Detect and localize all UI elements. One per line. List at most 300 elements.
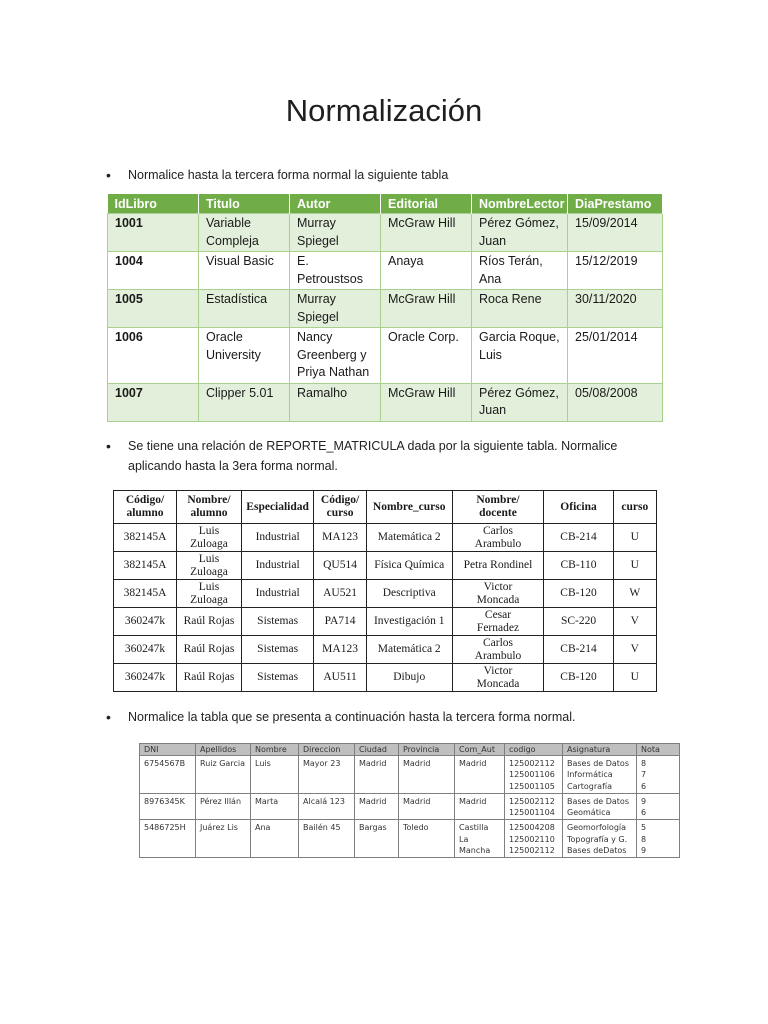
table3-header-0 <box>140 744 196 756</box>
table-cell <box>472 290 568 328</box>
table-cell <box>544 636 613 664</box>
cell-line: V <box>630 643 639 656</box>
cell-line: University <box>206 347 261 362</box>
table-cell <box>199 383 290 421</box>
cell-line: Investigación 1 <box>373 615 445 628</box>
table-cell <box>290 290 381 328</box>
instruction-3 <box>106 707 576 727</box>
cell-line: Luis <box>255 759 271 768</box>
page-title: Normalización <box>285 93 483 128</box>
table-cell <box>452 580 544 608</box>
cell-line: Arambulo <box>474 537 522 550</box>
table-cell <box>196 756 251 794</box>
cell-line: 8976345K <box>144 796 185 806</box>
cell-line: Moncada <box>476 677 520 690</box>
table2-header-1 <box>176 491 241 524</box>
table-cell <box>176 524 241 552</box>
cell-line: Sistemas <box>257 615 299 628</box>
cell-line: Castilla <box>459 823 489 833</box>
table-row <box>108 383 663 421</box>
header-line: Nombre/ <box>187 494 231 506</box>
cell-line: 125002112 <box>509 759 555 768</box>
cell-line: Madrid <box>459 759 487 768</box>
header-line: docente <box>479 507 517 519</box>
table-cell <box>381 214 472 252</box>
cell-line: CB-110 <box>560 559 597 572</box>
table-cell <box>399 793 455 820</box>
table-cell <box>452 524 544 552</box>
cell-line: Juárez Lis <box>200 823 238 833</box>
table-cell <box>314 552 367 580</box>
table-cell <box>242 664 314 692</box>
cell-line: U <box>630 671 639 684</box>
cell-line: Estadística <box>206 292 268 306</box>
cell-line: McGraw Hill <box>388 292 456 306</box>
table-cell <box>452 664 544 692</box>
table-row <box>140 793 680 820</box>
table-cell <box>108 328 199 384</box>
cell-line: Carlos <box>482 637 514 649</box>
table1-header-4 <box>472 194 568 214</box>
cell-line: MA123 <box>322 643 358 656</box>
table-alumnos-notas <box>139 743 680 858</box>
cell-line: Dibujo <box>393 671 426 684</box>
cell-line: 382145A <box>123 531 167 544</box>
table-cell <box>114 664 177 692</box>
cell-line: Industrial <box>255 587 300 600</box>
header-line: Provincia <box>403 745 440 754</box>
table2-header-4 <box>366 491 452 524</box>
header-line: codigo <box>509 745 536 754</box>
cell-line: Zuloaga <box>190 565 228 578</box>
table-cell <box>563 820 637 858</box>
table2-header-2 <box>242 491 314 524</box>
cell-line: CB-214 <box>560 643 597 656</box>
table-cell <box>472 214 568 252</box>
table-row <box>108 214 663 252</box>
cell-line: 5486725H <box>144 823 186 833</box>
cell-line: 1007 <box>115 385 143 400</box>
table-cell <box>140 756 196 794</box>
table-row <box>114 552 657 580</box>
table-cell <box>242 580 314 608</box>
table-cell <box>199 214 290 252</box>
table-cell <box>399 756 455 794</box>
table-cell <box>366 552 452 580</box>
cell-line: Roca Rene <box>479 292 542 306</box>
cell-line: 8 <box>641 759 647 768</box>
cell-line: Priya Nathan <box>297 365 370 379</box>
table-cell <box>242 552 314 580</box>
table3-header-8 <box>563 744 637 756</box>
table-cell <box>108 290 199 328</box>
cell-line: 125001105 <box>509 781 555 791</box>
cell-line: CB-214 <box>560 531 597 544</box>
cell-line: Ana <box>255 823 271 833</box>
cell-line: 125001106 <box>509 770 555 780</box>
cell-line: 360247k <box>124 643 166 656</box>
cell-line: Pérez Gómez, <box>479 385 559 400</box>
cell-line: McGraw Hill <box>388 385 456 400</box>
table-libros <box>107 194 663 422</box>
cell-line: Física Química <box>374 559 445 572</box>
table-cell <box>366 664 452 692</box>
table-cell <box>290 328 381 384</box>
cell-line: Matemática 2 <box>377 531 441 544</box>
table-cell <box>544 524 613 552</box>
table2-header-7 <box>613 491 656 524</box>
cell-line: CB-120 <box>560 671 597 684</box>
cell-line: 5 <box>641 823 647 833</box>
cell-line: Oracle Corp. <box>388 330 459 344</box>
table-cell <box>176 552 241 580</box>
header-line: Titulo <box>206 196 240 211</box>
table-cell <box>452 608 544 636</box>
cell-line: Bailén 45 <box>303 823 341 833</box>
table-cell <box>114 524 177 552</box>
cell-line: Ana <box>479 271 502 286</box>
cell-line: La <box>459 834 469 844</box>
cell-line: AU511 <box>323 671 357 684</box>
table1-header-3 <box>381 194 472 214</box>
table-cell <box>544 552 613 580</box>
bullet-dot: • <box>106 438 111 454</box>
table3-header-6 <box>455 744 505 756</box>
table-cell <box>366 580 452 608</box>
cell-line: Juan <box>479 233 507 248</box>
table-cell <box>140 793 196 820</box>
cell-line: Toledo <box>403 823 429 833</box>
cell-line: 6 <box>641 781 647 791</box>
table-cell <box>299 793 355 820</box>
cell-line: Clipper 5.01 <box>206 385 274 400</box>
instruction-2-line-2: aplicando hasta la 3era forma normal. <box>128 459 338 473</box>
table-cell <box>199 252 290 290</box>
cell-line: 8 <box>641 834 647 844</box>
header-line: alumno <box>190 507 228 519</box>
table-reporte-matricula <box>113 490 657 692</box>
table-cell <box>563 756 637 794</box>
table-row <box>114 608 657 636</box>
cell-line: Murray <box>297 292 336 306</box>
cell-line: 125002112 <box>509 846 555 856</box>
header-line: Direccion <box>303 745 341 754</box>
table-cell <box>196 793 251 820</box>
table-cell <box>176 580 241 608</box>
cell-line: Geomática <box>567 808 611 818</box>
table-cell <box>613 664 656 692</box>
table-row <box>114 636 657 664</box>
cell-line: 30/11/2020 <box>575 292 637 306</box>
cell-line: Compleja <box>206 233 259 248</box>
cell-line: Luis <box>198 525 220 537</box>
cell-line: Zuloaga <box>190 537 228 550</box>
table-cell <box>613 524 656 552</box>
table-cell <box>472 383 568 421</box>
cell-line: Alcalá 123 <box>303 796 345 806</box>
header-line: Nombre_curso <box>372 500 446 513</box>
cell-line: 1004 <box>115 254 143 268</box>
table-cell <box>381 290 472 328</box>
table-cell <box>242 636 314 664</box>
cell-line: Victor <box>483 665 513 677</box>
table-cell <box>114 552 177 580</box>
table-cell <box>251 820 299 858</box>
table-cell <box>290 383 381 421</box>
cell-line: 382145A <box>123 559 167 572</box>
table-cell <box>544 608 613 636</box>
cell-line: Cartografía <box>567 781 613 791</box>
header-line: DNI <box>144 745 159 754</box>
table-cell <box>452 552 544 580</box>
table2-header-3 <box>314 491 367 524</box>
cell-line: QU514 <box>323 559 357 572</box>
cell-line: Bases deDatos <box>567 846 627 856</box>
table-cell <box>176 608 241 636</box>
cell-line: Moncada <box>476 593 520 606</box>
cell-line: Sistemas <box>257 643 299 656</box>
table-cell <box>196 820 251 858</box>
cell-line: E. <box>297 254 309 268</box>
table-cell <box>355 820 399 858</box>
table-cell <box>472 252 568 290</box>
cell-line: 05/08/2008 <box>575 385 638 400</box>
cell-line: Zuloaga <box>190 593 228 606</box>
cell-line: CB-120 <box>560 587 597 600</box>
table-cell <box>366 608 452 636</box>
table-cell <box>299 820 355 858</box>
cell-line: Sistemas <box>257 671 299 684</box>
table-row <box>108 290 663 328</box>
cell-line: Raúl Rojas <box>183 643 235 656</box>
table-cell <box>251 793 299 820</box>
bullet-dot: • <box>106 167 111 183</box>
cell-line: Topografía y G. <box>567 834 628 844</box>
cell-line: Oracle <box>206 330 243 344</box>
table-cell <box>455 756 505 794</box>
table-cell <box>176 636 241 664</box>
table-cell <box>355 756 399 794</box>
cell-line: SC-220 <box>560 615 597 628</box>
table-row <box>114 664 657 692</box>
table-cell <box>637 793 680 820</box>
table-row <box>108 252 663 290</box>
cell-line: Mayor 23 <box>303 759 341 768</box>
cell-line: 360247k <box>124 671 166 684</box>
cell-line: 125002112 <box>509 796 555 806</box>
cell-line: 1001 <box>115 216 143 230</box>
cell-line: Bases de Datos <box>567 796 629 806</box>
instruction-3-text: Normalice la tabla que se presenta a continuación hasta la tercera forma normal. <box>128 710 576 724</box>
table-cell <box>505 820 563 858</box>
cell-line: Juan <box>479 403 507 417</box>
table-cell <box>544 580 613 608</box>
table-cell <box>355 793 399 820</box>
header-line: alumno <box>126 507 164 519</box>
header-line: Asignatura <box>567 745 611 754</box>
cell-line: Spiegel <box>297 309 339 324</box>
cell-line: Madrid <box>359 759 387 768</box>
table-cell <box>568 252 663 290</box>
table3-header-9 <box>637 744 680 756</box>
table-cell <box>366 524 452 552</box>
instruction-2 <box>106 436 618 476</box>
table3-header-1 <box>196 744 251 756</box>
header-line: Código/ <box>320 494 360 506</box>
cell-line: Raúl Rojas <box>183 671 235 684</box>
table-cell <box>242 608 314 636</box>
cell-line: 25/01/2014 <box>575 330 638 344</box>
table-cell <box>314 524 367 552</box>
cell-line: U <box>630 531 639 544</box>
cell-line: Variable <box>206 216 251 230</box>
cell-line: Industrial <box>255 559 300 572</box>
instruction-2-line-1: Se tiene una relación de REPORTE_MATRICULA dada por la siguiente tabla. Normalice <box>128 439 618 453</box>
instruction-1-text: Normalice hasta la tercera forma normal la siguiente tabla <box>128 168 449 182</box>
table-cell <box>472 328 568 384</box>
header-line: Oficina <box>560 500 597 513</box>
table-cell <box>176 664 241 692</box>
cell-line: MA123 <box>322 531 358 544</box>
table2-header-0 <box>114 491 177 524</box>
header-line: NombreLector <box>479 196 565 211</box>
table-cell <box>290 214 381 252</box>
cell-line: Matemática 2 <box>377 643 441 656</box>
table-cell <box>314 636 367 664</box>
cell-line: McGraw Hill <box>388 216 456 230</box>
header-line: Autor <box>297 196 331 211</box>
cell-line: Madrid <box>459 796 487 806</box>
header-line: curso <box>621 500 649 513</box>
table2-header-5 <box>452 491 544 524</box>
cell-line: Descriptiva <box>382 587 436 600</box>
table-cell <box>242 524 314 552</box>
table-cell <box>366 636 452 664</box>
table3-header-5 <box>399 744 455 756</box>
cell-line: Spiegel <box>297 233 339 248</box>
table3-header-4 <box>355 744 399 756</box>
cell-line: Nancy <box>297 330 333 344</box>
cell-line: 1006 <box>115 330 143 344</box>
header-line: Especialidad <box>246 500 309 513</box>
table-cell <box>381 252 472 290</box>
table1-header-1 <box>199 194 290 214</box>
table-cell <box>199 290 290 328</box>
table-cell <box>637 820 680 858</box>
table-cell <box>613 552 656 580</box>
bullet-dot: • <box>106 709 111 725</box>
cell-line: Ríos Terán, <box>479 254 543 268</box>
table-cell <box>613 580 656 608</box>
cell-line: 360247k <box>124 615 166 628</box>
instruction-1 <box>106 165 449 185</box>
table-cell <box>613 608 656 636</box>
table-cell <box>314 580 367 608</box>
cell-line: Victor <box>483 581 513 593</box>
table-cell <box>381 328 472 384</box>
cell-line: Pérez Illán <box>200 796 242 806</box>
header-line: Nombre <box>255 745 287 754</box>
table-cell <box>314 664 367 692</box>
cell-line: 15/12/2019 <box>575 254 638 268</box>
table-cell <box>114 608 177 636</box>
table-cell <box>114 636 177 664</box>
cell-line: 9 <box>641 846 647 856</box>
cell-line: Bargas <box>359 823 387 833</box>
table1-header-2 <box>290 194 381 214</box>
cell-line: Petroustsos <box>297 271 364 286</box>
cell-line: Raúl Rojas <box>183 615 235 628</box>
cell-line: Madrid <box>359 796 387 806</box>
cell-line: Visual Basic <box>206 254 274 268</box>
cell-line: 6 <box>641 808 647 818</box>
table1-header-5 <box>568 194 663 214</box>
table-cell <box>299 756 355 794</box>
cell-line: Anaya <box>388 254 424 268</box>
table-cell <box>568 290 663 328</box>
table-cell <box>290 252 381 290</box>
cell-line: Pérez Gómez, <box>479 216 559 230</box>
table-cell <box>563 793 637 820</box>
table-cell <box>637 756 680 794</box>
table-row <box>140 756 680 794</box>
table-row <box>140 820 680 858</box>
cell-line: Garcia Roque, <box>479 330 560 344</box>
cell-line: U <box>630 559 639 572</box>
table-cell <box>505 793 563 820</box>
header-line: Ciudad <box>359 745 387 754</box>
cell-line: Marta <box>255 796 279 806</box>
table-cell <box>399 820 455 858</box>
header-line: curso <box>326 507 354 519</box>
table-cell <box>199 328 290 384</box>
table-row <box>108 328 663 384</box>
cell-line: 125001104 <box>509 808 555 818</box>
table1-header-0 <box>108 194 199 214</box>
table-cell <box>452 636 544 664</box>
table-cell <box>114 580 177 608</box>
cell-line: Fernadez <box>476 621 520 634</box>
table-cell <box>505 756 563 794</box>
table-cell <box>455 820 505 858</box>
header-line: Código/ <box>125 494 165 506</box>
cell-line: 382145A <box>123 587 167 600</box>
cell-line: Carlos <box>482 525 514 537</box>
cell-line: PA714 <box>324 615 356 628</box>
cell-line: Ruiz Garcia <box>200 759 245 768</box>
table-cell <box>613 636 656 664</box>
cell-line: AU521 <box>323 587 357 600</box>
cell-line: 15/09/2014 <box>575 216 638 230</box>
table-cell <box>568 328 663 384</box>
table-cell <box>544 664 613 692</box>
table2-header-6 <box>544 491 613 524</box>
table3-header-3 <box>299 744 355 756</box>
table-cell <box>568 383 663 421</box>
cell-line: Industrial <box>255 531 300 544</box>
table-cell <box>140 820 196 858</box>
cell-line: Luis <box>198 581 220 593</box>
cell-line: Informática <box>567 770 613 780</box>
cell-line: Murray <box>297 216 336 230</box>
header-line: DiaPrestamo <box>575 196 652 211</box>
cell-line: 125004208 <box>509 823 555 833</box>
cell-line: Bases de Datos <box>567 759 629 768</box>
header-line: Com_Aut <box>459 745 495 754</box>
table-cell <box>314 608 367 636</box>
table-cell <box>108 252 199 290</box>
cell-line: Mancha <box>459 846 491 856</box>
